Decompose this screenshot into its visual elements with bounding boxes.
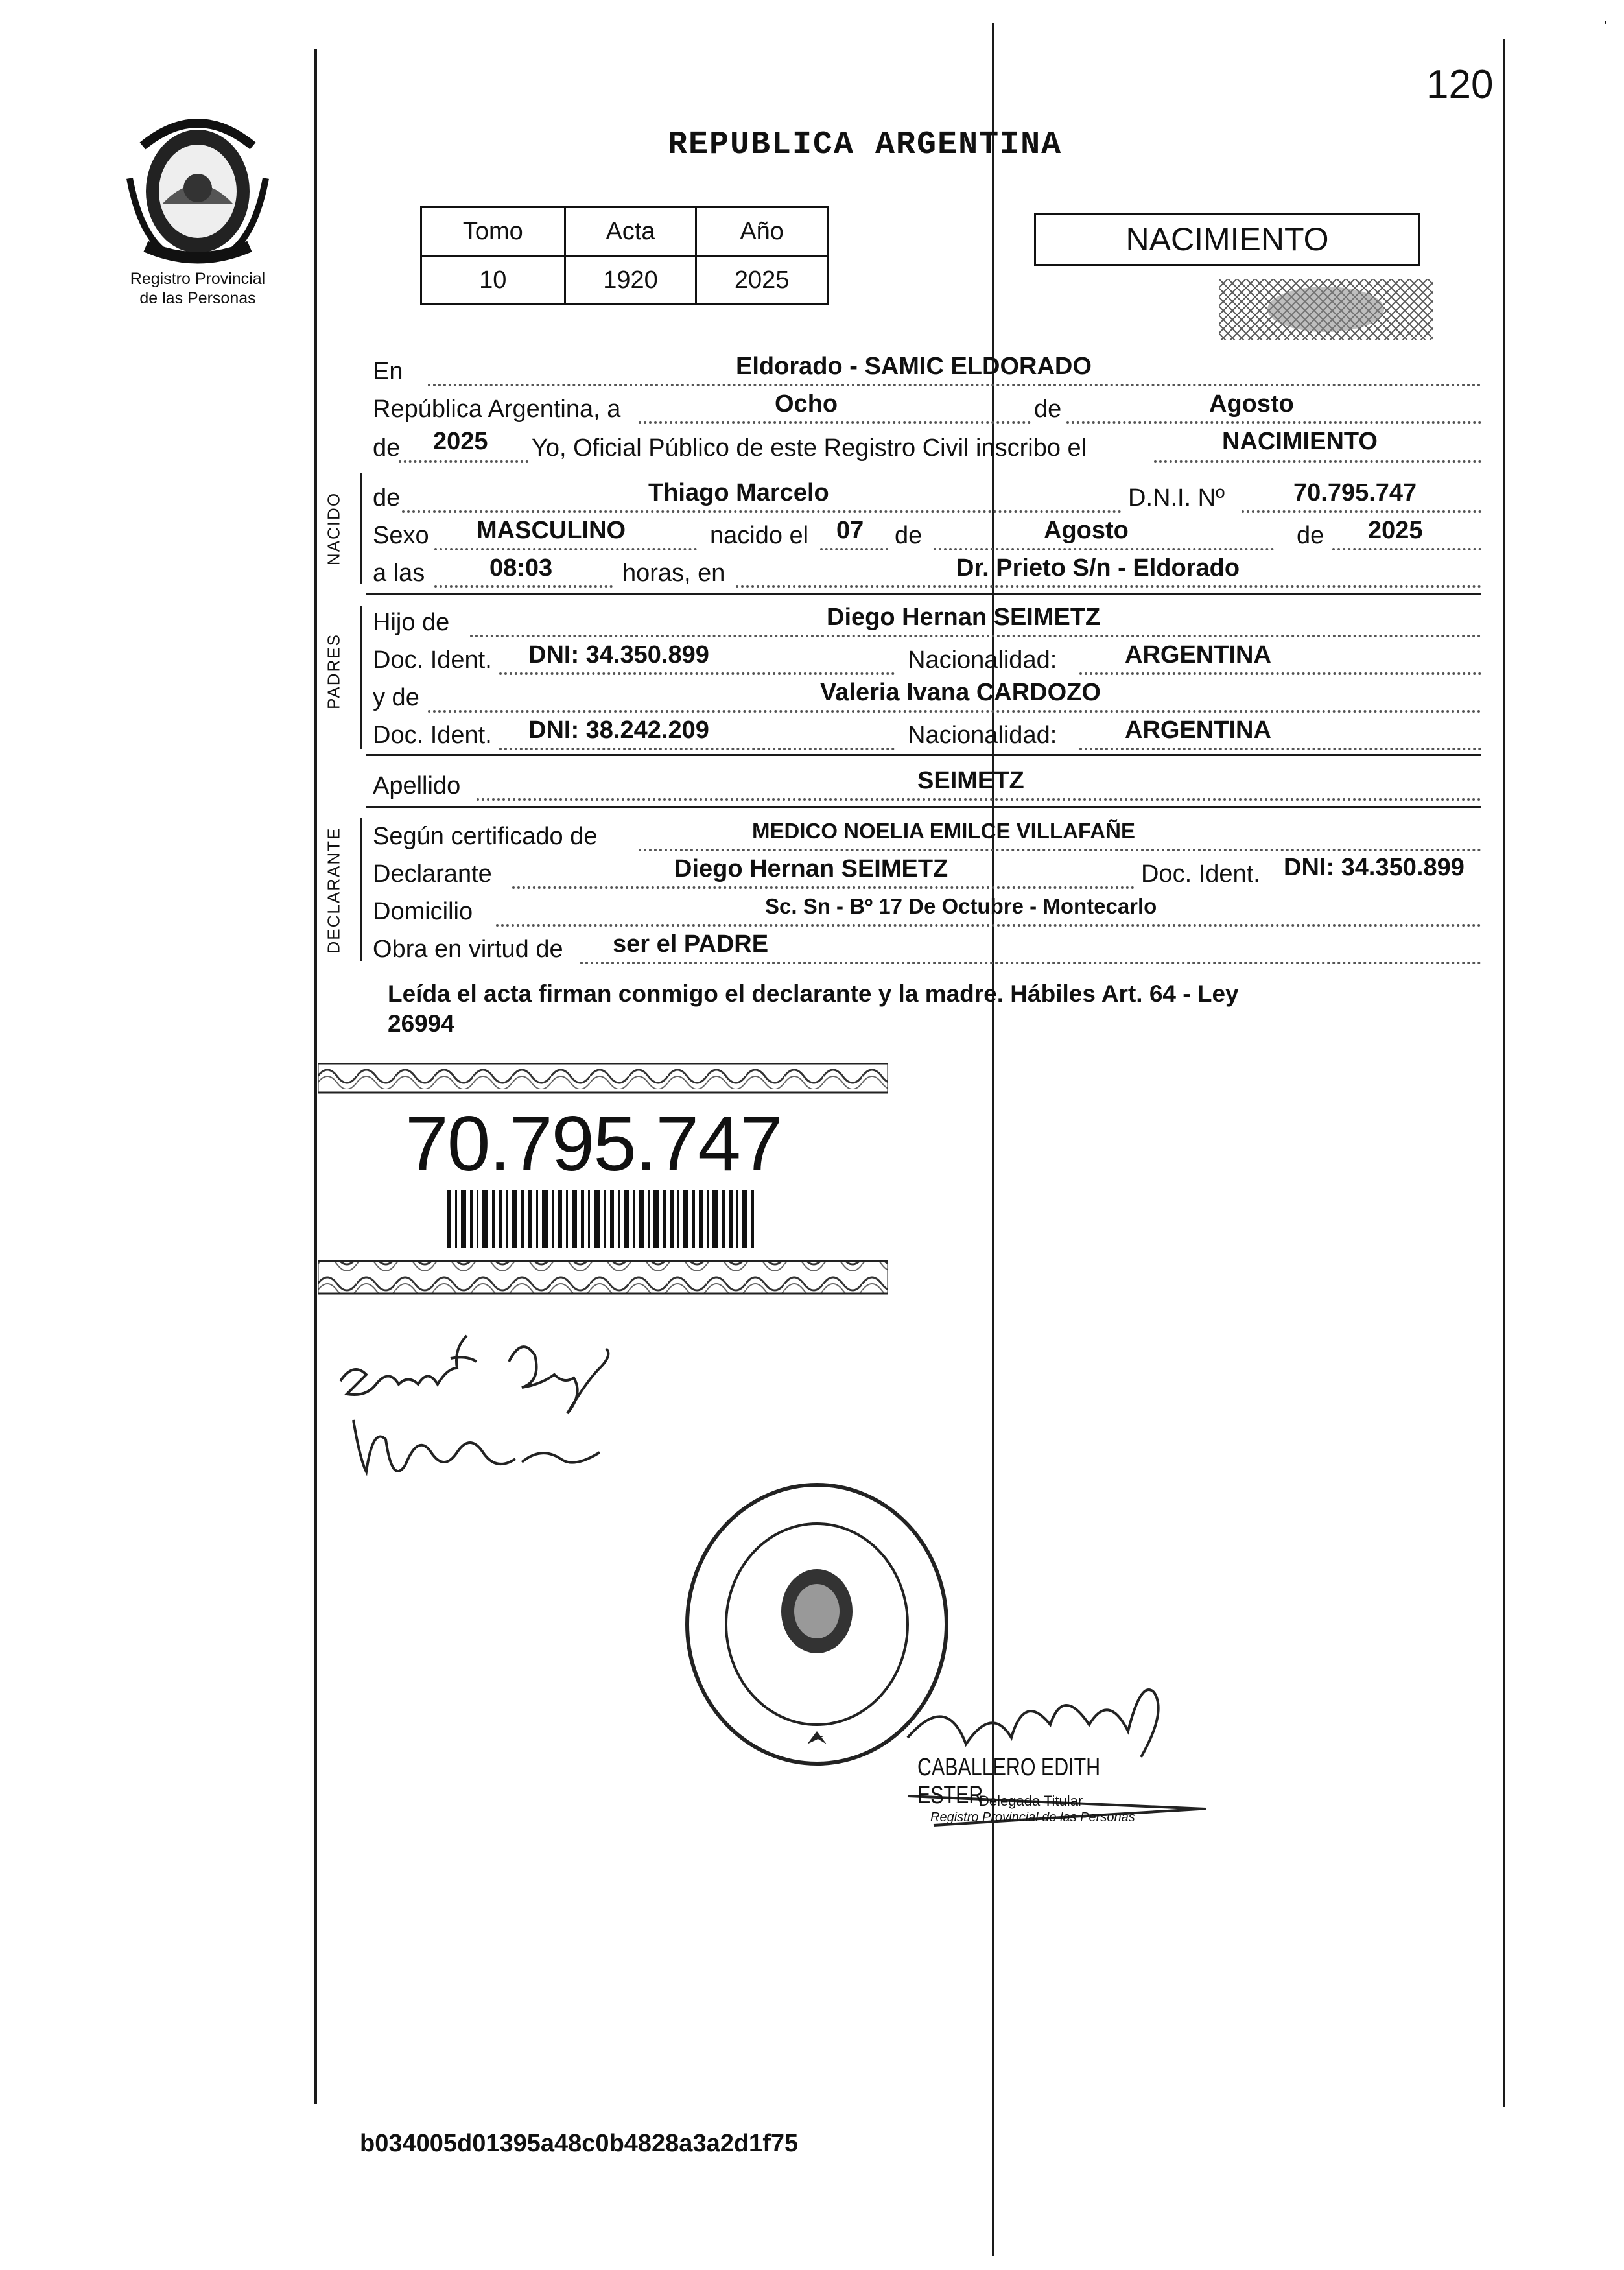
official-signature (895, 1666, 1232, 1841)
child-place-dots (736, 585, 1481, 588)
official-name: CABALLERO EDITH ESTER (917, 1754, 1101, 1809)
place-label: En (373, 358, 403, 385)
mother-nat-dots (1079, 748, 1481, 750)
cert-dots (639, 849, 1481, 851)
barcode-number: 70.795.747 (405, 1100, 782, 1187)
date-year-prefix: de (373, 434, 401, 462)
child-dni-dots (1242, 510, 1481, 513)
date-year: 2025 (433, 428, 488, 455)
child-time: 08:03 (489, 554, 553, 582)
capacity-dots (580, 962, 1481, 964)
father-dots (470, 635, 1481, 637)
date-year-dots (399, 460, 528, 463)
registry-label-line2: de las Personas (139, 289, 256, 307)
child-time-dots (434, 585, 613, 588)
surname-divider (366, 806, 1481, 808)
legal-note-line2: 26994 (388, 1010, 454, 1037)
child-name-dots (402, 510, 1122, 513)
mother-doc-label: Doc. Ident. (373, 722, 492, 749)
surname-dots (477, 798, 1481, 801)
place-dots (428, 384, 1481, 386)
child-hours-label: horas, en (622, 560, 725, 587)
child-born-year: 2025 (1368, 517, 1423, 544)
cert-value: MEDICO NOELIA EMILCE VILLAFAÑE (752, 819, 1135, 843)
date-month-dots (1066, 421, 1481, 424)
cert-label: Según certificado de (373, 823, 598, 850)
father-doc: DNI: 34.350.899 (528, 641, 709, 668)
child-born-day: 07 (836, 517, 864, 544)
place-value: Eldorado - SAMIC ELDORADO (736, 353, 1092, 380)
mother-doc-dots (499, 748, 895, 750)
address-value: Sc. Sn - Bº 17 De Octubre - Montecarlo (765, 894, 1157, 918)
table-value-ano: 2025 (696, 256, 828, 305)
volume-table (420, 206, 829, 305)
date-statement: Yo, Oficial Público de este Registro Civil inscribo el (532, 434, 1087, 462)
date-day: Ocho (775, 390, 838, 418)
mother-name: Valeria Ivana CARDOZO (820, 679, 1101, 706)
registry-label-line1: Registro Provincial (130, 270, 266, 288)
misiones-seal-icon (117, 107, 279, 269)
official-title: Delegada Titular (979, 1793, 1083, 1809)
declarant-name: Diego Hernan SEIMETZ (674, 855, 948, 882)
table-value-acta: 1920 (565, 256, 696, 305)
child-dni: 70.795.747 (1293, 479, 1417, 506)
padres-divider (366, 754, 1481, 756)
declarant-signature (327, 1323, 665, 1504)
date-de-label: de (1034, 396, 1062, 423)
mother-dots (428, 710, 1481, 713)
date-month: Agosto (1209, 390, 1294, 418)
father-nat-label: Nacionalidad: (908, 646, 1057, 674)
child-born-month: Agosto (1044, 517, 1129, 544)
child-sex: MASCULINO (477, 517, 626, 544)
nacido-divider (366, 593, 1481, 595)
document-hash: b034005d01395a48c0b4828a3a2d1f75 (360, 2130, 799, 2157)
official-office: Registro Provincial de las Personas (930, 1810, 1135, 1825)
child-born-de: de (895, 522, 923, 549)
address-dots (496, 924, 1481, 927)
left-margin-line (314, 49, 317, 2104)
declarant-name-dots (512, 886, 1135, 889)
nacido-bracket (360, 473, 362, 584)
record-dots (1154, 460, 1481, 463)
legal-note-line1: Leída el acta firman conmigo el declarante y la madre. Hábiles Art. 64 - Ley (388, 980, 1239, 1007)
mother-nat-label: Nacionalidad: (908, 722, 1057, 749)
registry-label (104, 269, 292, 308)
mother-label: y de (373, 684, 419, 711)
section-label-nacido: NACIDO (324, 491, 344, 566)
table-header-acta: Acta (565, 207, 696, 256)
barcode-label (318, 1063, 888, 1297)
barcode-bars (447, 1190, 754, 1248)
child-name-label: de (373, 484, 401, 512)
table-header-ano: Año (696, 207, 828, 256)
mother-nat: ARGENTINA (1125, 716, 1271, 744)
child-birth-place: Dr. Prieto S/n - Eldorado (956, 554, 1240, 582)
child-born-year-dots (1332, 548, 1481, 550)
declarant-doc-label: Doc. Ident. (1141, 860, 1260, 888)
father-label: Hijo de (373, 609, 450, 636)
surname-value: SEIMETZ (917, 767, 1024, 794)
address-label: Domicilio (373, 898, 473, 925)
scan-mark: ' (1605, 19, 1607, 32)
father-doc-label: Doc. Ident. (373, 646, 492, 674)
table-header-tomo: Tomo (421, 207, 565, 256)
child-time-label: a las (373, 560, 425, 587)
record-value: NACIMIENTO (1222, 428, 1378, 455)
child-born-de2: de (1297, 522, 1324, 549)
declarante-bracket (360, 818, 362, 961)
registry-logo (117, 107, 279, 269)
capacity-label: Obra en virtud de (373, 936, 563, 963)
child-sex-label: Sexo (373, 522, 429, 549)
page-number: 120 (1426, 62, 1494, 107)
child-born-month-dots (934, 548, 1274, 550)
child-name: Thiago Marcelo (648, 479, 829, 506)
mother-doc: DNI: 38.242.209 (528, 716, 709, 744)
father-doc-dots (499, 672, 895, 675)
security-hologram (1219, 279, 1433, 340)
child-born-day-dots (820, 548, 888, 550)
legal-note (388, 979, 1477, 1039)
father-nat: ARGENTINA (1125, 641, 1271, 668)
surname-label: Apellido (373, 772, 461, 799)
section-label-padres: PADRES (324, 633, 344, 709)
section-label-declarante: DECLARANTE (324, 827, 344, 954)
date-label: República Argentina, a (373, 396, 621, 423)
date-day-dots (639, 421, 1031, 424)
country-title: REPUBLICA ARGENTINA (668, 126, 1063, 163)
declarant-name-label: Declarante (373, 860, 492, 888)
child-born-label: nacido el (710, 522, 809, 549)
capacity-value: ser el PADRE (613, 930, 769, 958)
declarant-doc: DNI: 34.350.899 (1284, 854, 1465, 881)
act-type-box: NACIMIENTO (1034, 213, 1420, 266)
right-margin-line (1503, 39, 1505, 2107)
padres-bracket (360, 606, 362, 749)
child-dni-label: D.N.I. Nº (1128, 484, 1225, 512)
table-value-tomo: 10 (421, 256, 565, 305)
father-nat-dots (1079, 672, 1481, 675)
child-sex-dots (434, 548, 697, 550)
father-name: Diego Hernan SEIMETZ (827, 604, 1101, 631)
